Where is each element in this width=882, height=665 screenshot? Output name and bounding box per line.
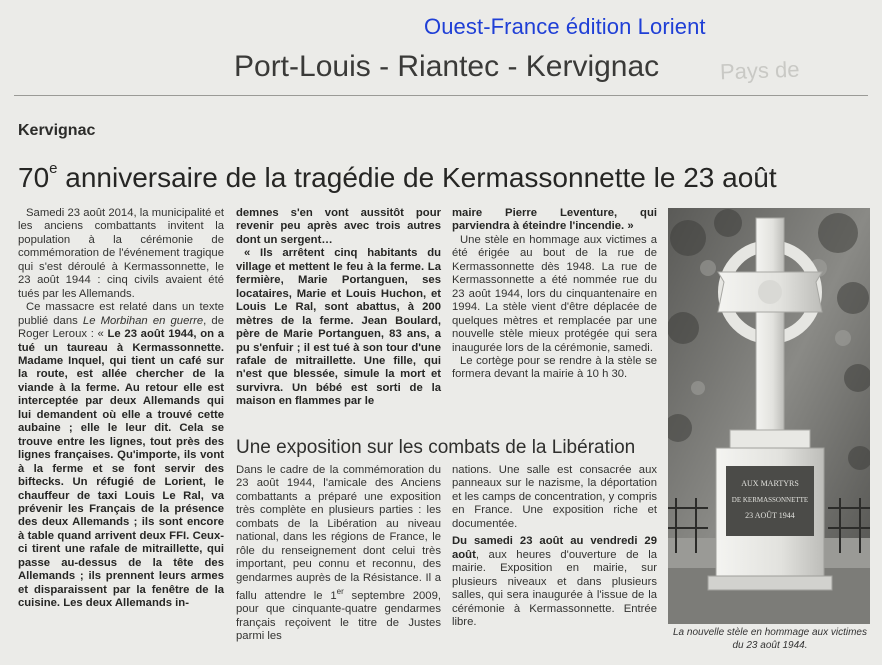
bleed-through-text: Pays de xyxy=(719,56,800,85)
memorial-photo xyxy=(668,208,870,624)
headline-superscript: e xyxy=(49,159,58,177)
article-column-1 xyxy=(18,207,224,611)
quoted-text: demnes s'en vont aussitôt pour revenir peu après avec trois autres dont un sergent… xyxy=(236,207,441,246)
quoted-text: Le 23 août 1944, on a tué un taureau à Kermassonnette. Madame Inquel, qui tient un café sur la route, est allée chercher de la viande à la ferme. Au retour elle est interceptée par deux Allemands qui lui demandent où elle a trouvé cette aubaine ; elle le leur dit. Cela se trouve entre les lignes, tout près des lignes françaises. Qu'importe, ils vont à la ferme et se font servir des biftecks. Un réfugié de Lorient, le chauffeur de taxi Louis Le Ral, va prévenir les Français de la présence des deux Allemands ; ils sont encore à table quand arrivent deux FFI. Ceux-ci tirent une rafale de mitraillette, qui passe au-dessus de la tête des Allemands ; ils prennent leurs armes et disparaissent par la fenêtre de la cuisine. Les deux Allemands in- xyxy=(18,328,224,610)
plaque-line: 23 AOÛT 1944 xyxy=(745,511,795,520)
plaque-line: AUX MARTYRS xyxy=(741,479,799,488)
text-run: Ce massacre est relaté dans un texte publié dans xyxy=(18,301,224,327)
text-run: septembre 2009, pour que cinquante-quatre gendarmes français reçoivent le titre de Justes parmi les xyxy=(236,589,441,643)
event-dates: Du samedi 23 août au vendredi 29 août xyxy=(452,535,657,561)
paragraph xyxy=(452,207,657,234)
book-title: Le Morbihan en guerre xyxy=(82,314,204,327)
plaque-line: DE KERMASSONNETTE xyxy=(731,496,809,504)
paragraph: Une stèle en hommage aux victimes a été érigée au bout de la rue de Kermassonnette dès 1948. La rue de Kermassonnette a été nommée rue du 23 août 1944, lors du cinquantenaire en 1994. La stèle vient d'être déplacée de quelques mètres et remplacée par une nouvelle stèle mieux protégée qui sera inaugurée lors de la cérémonie, samedi. xyxy=(452,233,657,354)
article-headline xyxy=(18,159,777,194)
article-location: Kervignac xyxy=(18,122,96,139)
paragraph xyxy=(236,247,441,408)
paragraph xyxy=(18,301,224,610)
section-title: Port-Louis - Riantec - Kervignac xyxy=(234,50,660,83)
headline-number: 70 xyxy=(18,162,50,193)
article-column-2 xyxy=(236,207,441,409)
paragraph: nations. Une salle est consacrée aux panneaux sur le nazisme, la déportation et les camps de concentration, y compris en France. Une exposition riche et documentée. xyxy=(452,464,657,530)
newspaper-source: Ouest-France édition Lorient xyxy=(424,14,706,39)
paragraph xyxy=(236,464,441,644)
quoted-text: maire Pierre Leventure, qui parviendra à éteindre l'incendie. » xyxy=(452,207,657,233)
headline-text: anniversaire de la tragédie de Kermassonnette le 23 août xyxy=(57,162,777,193)
paragraph xyxy=(452,535,657,629)
photo-caption: La nouvelle stèle en hommage aux victimes du 23 août 1944. xyxy=(673,627,867,651)
paragraph: Le cortège pour se rendre à la stèle se formera devant la mairie à 10 h 30. xyxy=(452,354,657,381)
paragraph: Samedi 23 août 2014, la municipalité et les anciens combattants invitent la population à la cérémonie de commémoration de l'événement tragique qui s'est déroulé à Kermassonnette, le 23 août 1944 : cinq civils avaient été tués par les Allemands. xyxy=(18,207,224,300)
exhibition-subheading: Une exposition sur les combats de la Libération xyxy=(236,437,636,458)
paragraph xyxy=(236,207,441,247)
text-run: , aux heures d'ouverture de la mairie. Exposition en mairie, sur plusieurs niveaux et dans plusieurs salles, qui sera inaugurée à l'issue de la cérémonie à Kermassonnette. Entrée libre. xyxy=(452,548,657,628)
section-divider xyxy=(14,95,868,96)
quoted-text: « Ils arrêtent cinq habitants du village et mettent le feu à la ferme. La fermière, Marie Portanguen, ses locataires, Marie et Louis Huchon, et Louis Le Ral, sont abattus, à 200 mètres de la ferme. Jean Boulard, père de Marie Portanguen, 83 ans, a pu s'enfuir ; il est tué à son tour d'une rafale de mitraillette. Une fille, qui n'est que blessée, simule la mort et survivra. Un bébé est sorti de la maison en flammes par le xyxy=(236,247,441,408)
exhibition-column-2 xyxy=(452,464,657,629)
text-run: , de Roger Leroux : « xyxy=(18,314,224,341)
ordinal-superscript: er xyxy=(336,587,344,597)
memorial-stele-image xyxy=(668,208,870,624)
article-column-3 xyxy=(452,207,657,382)
text-run: Dans le cadre de la commémoration du 23 août 1944, l'amicale des Anciens combattants a préparé une exposition très complète en plusieurs parties : les combats de la Libération au niveau national, dans les régions de France, le rôle du renseignement dont celui très important, peu connu et reconnu, des gendarmes auprès de la Résistance. Il a fallu attendre le 1 xyxy=(236,464,441,602)
exhibition-column-1 xyxy=(236,464,441,644)
